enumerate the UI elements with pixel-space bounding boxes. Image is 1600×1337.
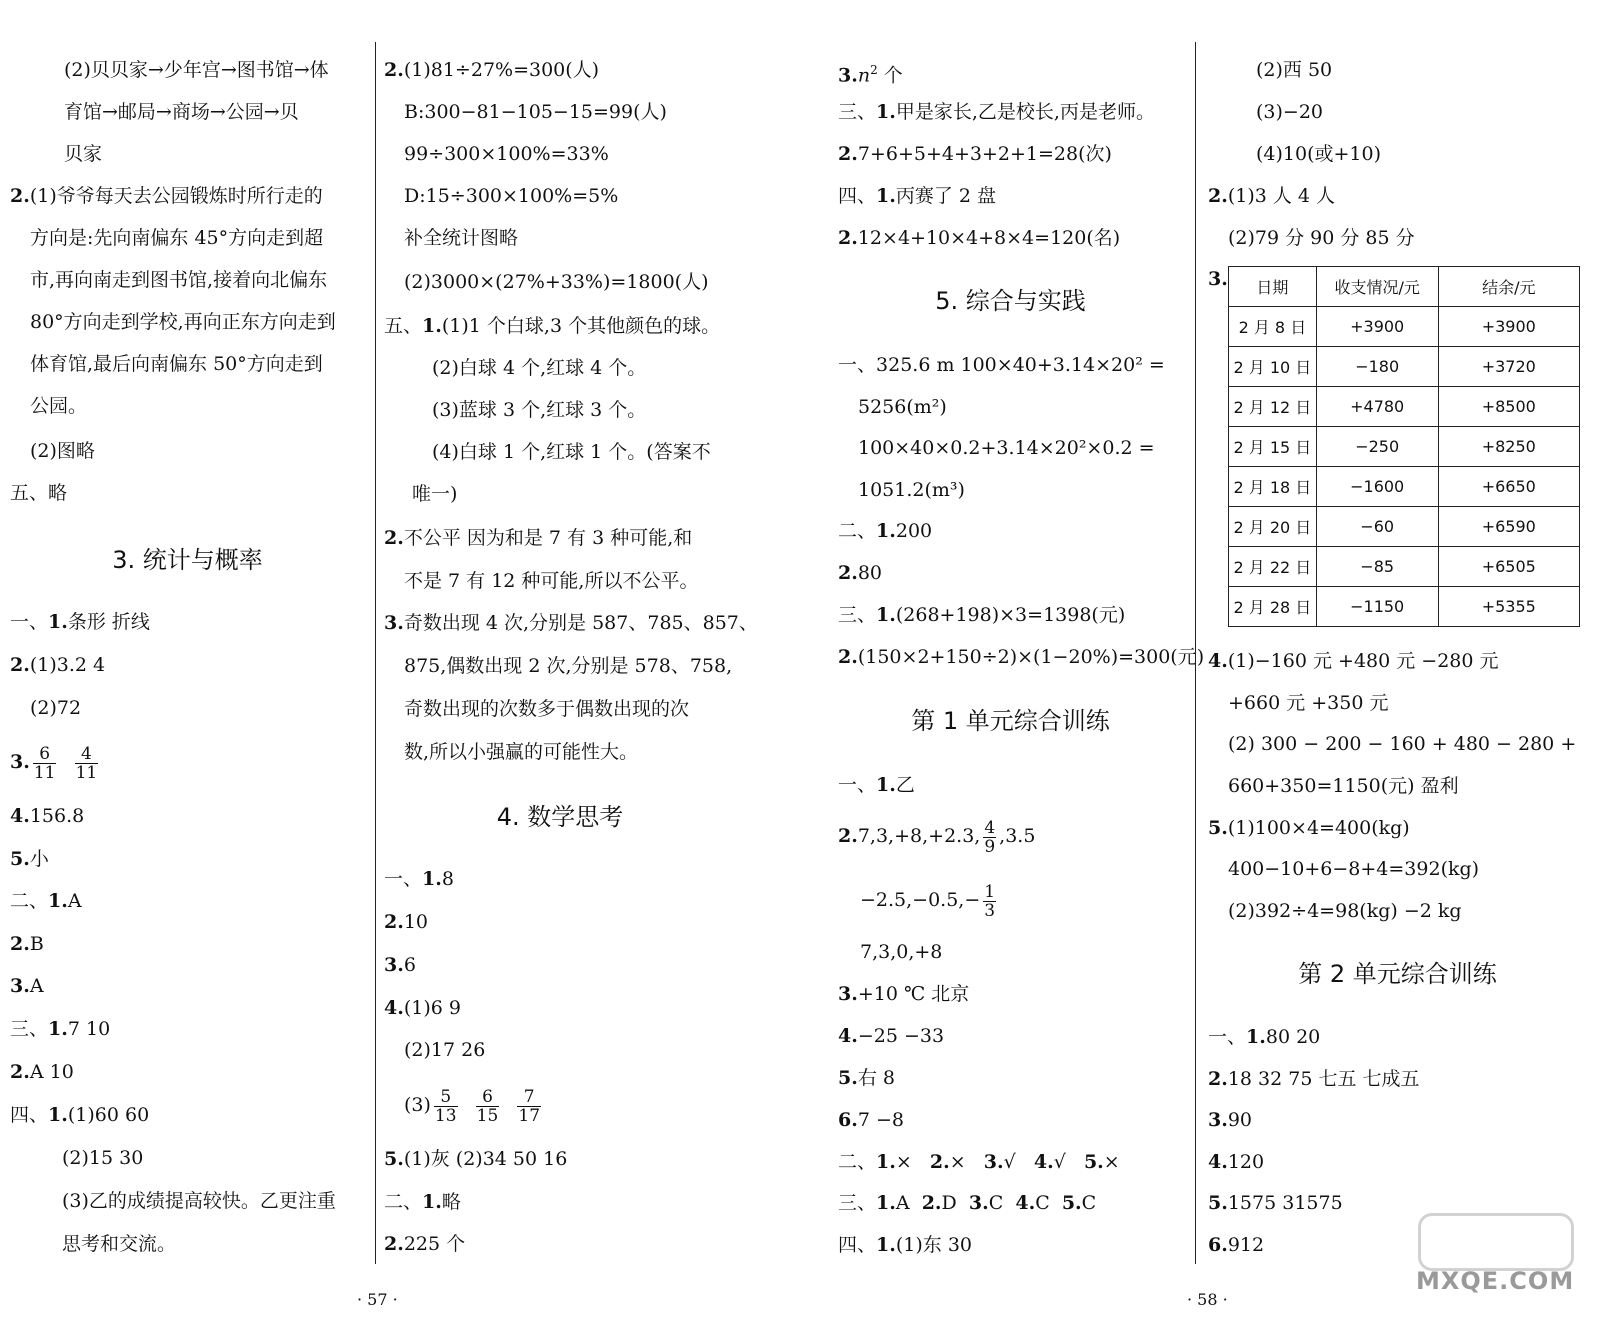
item-number: 1.: [48, 890, 68, 912]
section-heading: 第 2 单元综合训练: [1298, 960, 1497, 988]
item-number: 4.: [1033, 1151, 1054, 1173]
text-line: [838, 1141, 1120, 1183]
item-number: 1.: [876, 1234, 896, 1256]
text-line: [1208, 1224, 1264, 1266]
answer-text: 12×4+10×4+8×4=120(名): [857, 227, 1121, 249]
text-line: 补全统计图略: [404, 227, 519, 249]
table-cell: 2 月 18 日: [1229, 467, 1317, 507]
item-number: 3.: [384, 612, 404, 634]
answer-text: 奇数出现 4 次,分别是 587、785、857、: [403, 612, 758, 634]
text-line: [10, 175, 323, 217]
item-number: 3.: [1208, 268, 1228, 290]
answer-text: (1)灰 (2)34 50 16: [403, 1148, 568, 1170]
text-line: (3)蓝球 3 个,红球 3 个。: [432, 399, 647, 421]
item-number: 2.: [10, 1061, 30, 1083]
section-marker: 三、: [838, 604, 877, 626]
answer-text: C: [988, 1192, 1004, 1214]
item-number: 1.: [876, 604, 896, 626]
answer-text: +10 ℃ 北京: [857, 983, 970, 1005]
text-line: (2)17 26: [404, 1039, 486, 1061]
fraction: $\frac{7}{17}$: [518, 1086, 541, 1126]
answer-text: −25 −33: [857, 1025, 945, 1047]
text-line: (4)白球 1 个,红球 1 个。(答案不: [432, 441, 711, 463]
section-marker: 四、: [838, 185, 877, 207]
answer-text: (1)3 人 4 人: [1227, 185, 1336, 207]
text-line: +660 元 +350 元: [1228, 692, 1389, 714]
text-line: [10, 923, 44, 965]
text-line: [838, 217, 1120, 259]
table-row: [1229, 547, 1580, 587]
table-cell: +6590: [1438, 507, 1579, 547]
text-line: 五、略: [10, 482, 68, 504]
text-line: [384, 1223, 465, 1265]
text-line: 100×40×0.2+3.14×20²×0.2 =: [858, 437, 1155, 459]
text-line: [838, 552, 882, 594]
text-line: [838, 1182, 1096, 1224]
answer-text: A: [67, 890, 82, 912]
answer-text: 条形 折线: [67, 611, 150, 633]
item-number: 5.: [1208, 1192, 1228, 1214]
answer-text: D: [941, 1192, 957, 1214]
text-line: [860, 879, 999, 921]
item-number: 2.: [10, 933, 30, 955]
table-cell: −1150: [1316, 587, 1438, 627]
item-number: 2.: [384, 527, 404, 549]
item-number: 3.: [10, 975, 30, 997]
item-number: 1.: [876, 1151, 896, 1173]
table-row: [1229, 347, 1580, 387]
answer-text: 120: [1227, 1151, 1265, 1173]
item-number: 1.: [422, 1191, 442, 1213]
item-number: 2.: [838, 143, 858, 165]
text-line: [384, 602, 758, 644]
table-cell: +6650: [1438, 467, 1579, 507]
section-marker: 二、: [838, 520, 877, 542]
item-number: 1.: [48, 1104, 68, 1126]
watermark-logo-icon: [1418, 1213, 1574, 1271]
text-line: [10, 838, 49, 880]
text-line: B:300−81−105−15=99(人): [404, 101, 667, 123]
item-number: 2.: [384, 911, 404, 933]
item-number: 4.: [1015, 1192, 1036, 1214]
text-line: (3)乙的成绩提高较快。乙更注重: [62, 1190, 336, 1212]
balance-table: [1228, 266, 1580, 627]
section-marker: 四、: [10, 1104, 49, 1126]
answer-text: 200: [895, 520, 933, 542]
text-line: (4)10(或+10): [1256, 143, 1382, 165]
text-line: 1051.2(m³): [858, 479, 965, 501]
answer-text: (1)1 个白球,3 个其他颜色的球。: [441, 315, 721, 337]
text-line: [384, 305, 720, 347]
text-line: [10, 1094, 149, 1136]
text-line: 唯一): [412, 483, 458, 505]
table-cell: +3900: [1316, 307, 1438, 347]
text-line: [1208, 258, 1228, 300]
text-line: [838, 91, 1155, 133]
text-line: [384, 517, 692, 559]
item-number: 3.: [983, 1151, 1004, 1173]
item-number: 5.: [838, 1067, 858, 1089]
answer-text: (1)6 9: [403, 997, 461, 1019]
text-line: [838, 344, 1165, 386]
text-line: [838, 815, 1035, 857]
fraction: $\frac{6}{15}$: [476, 1086, 499, 1126]
answer-text: (1)东 30: [895, 1234, 972, 1256]
answer-text: A: [29, 975, 44, 997]
text-line: [838, 1057, 895, 1099]
item-number: 2.: [384, 1233, 404, 1255]
table-cell: 2 月 12 日: [1229, 387, 1317, 427]
text-line: [1208, 640, 1499, 682]
answer-text: 丙赛了 2 盘: [895, 185, 997, 207]
column-4: [1200, 0, 1595, 1300]
item-number: 2.: [10, 185, 30, 207]
text-line: 思考和交流。: [62, 1233, 177, 1255]
section-marker: 二、: [838, 1151, 877, 1173]
table-cell: −180: [1316, 347, 1438, 387]
text-line: [384, 1138, 567, 1180]
table-cell: +5355: [1438, 587, 1579, 627]
text-line: [838, 49, 903, 91]
text-line: [10, 880, 82, 922]
text-line: [838, 1224, 972, 1266]
item-number: 2.: [10, 654, 30, 676]
text-line: [838, 175, 996, 217]
text-line: (2)图略: [30, 440, 95, 462]
text-line: [1208, 175, 1335, 217]
table-cell: 2 月 15 日: [1229, 427, 1317, 467]
item-number: 2.: [838, 825, 858, 847]
page-number: · 57 ·: [357, 1290, 398, 1309]
answer-text: −2.5,−0.5,−: [860, 889, 981, 911]
text-line: [384, 858, 454, 900]
text-line: (3)−20: [1256, 101, 1324, 123]
item-number: 5.: [1083, 1151, 1104, 1173]
site-watermark: [1410, 1205, 1590, 1305]
text-line: 99÷300×100%=33%: [404, 143, 609, 165]
column-3: [828, 0, 1203, 1300]
table-cell: +8250: [1438, 427, 1579, 467]
item-number: 3.: [10, 751, 30, 773]
text-line: [384, 987, 461, 1029]
section-marker: 二、: [10, 890, 49, 912]
section-marker: 一、: [1208, 1026, 1247, 1048]
column-divider: [375, 42, 376, 1264]
page-number: · 58 ·: [1187, 1290, 1228, 1309]
answer-text: ×: [949, 1151, 966, 1173]
answer-text: 7+6+5+4+3+2+1=28(次): [857, 143, 1112, 165]
section-marker: 四、: [838, 1234, 877, 1256]
text-line: [384, 1181, 461, 1223]
answer-text: 不公平 因为和是 7 有 3 种可能,和: [403, 527, 693, 549]
table-cell: −85: [1316, 547, 1438, 587]
fraction: $\frac{4}{9}$: [984, 817, 996, 857]
item-number: 1.: [422, 315, 442, 337]
text-line: (2)72: [30, 697, 82, 719]
text-line: [838, 1099, 904, 1141]
item-number: 1.: [876, 1192, 896, 1214]
answer-text: ,3.5: [999, 825, 1036, 847]
answer-text: (1)81÷27%=300(人): [403, 59, 600, 81]
table-cell: +8500: [1438, 387, 1579, 427]
section-marker: 二、: [384, 1191, 423, 1213]
text-line: (2)贝贝家→少年宫→图书馆→体: [64, 59, 329, 81]
text-line: [838, 636, 1204, 678]
fraction: $\frac{1}{3}$: [984, 881, 996, 921]
text-line: [838, 764, 915, 806]
item-number: 2.: [929, 1151, 950, 1173]
table-cell: −60: [1316, 507, 1438, 547]
item-number: 2.: [384, 59, 404, 81]
answer-text: 7 −8: [857, 1109, 904, 1131]
text-line: [384, 49, 599, 91]
answer-text: A: [895, 1192, 910, 1214]
answer-text: 7 10: [67, 1018, 111, 1040]
text-line: (2)3000×(27%+33%)=1800(人): [404, 271, 709, 293]
text-line: [10, 644, 105, 686]
table-row: [1229, 507, 1580, 547]
text-line: [10, 601, 150, 643]
item-number: 1.: [876, 774, 896, 796]
table-cell: 2 月 22 日: [1229, 547, 1317, 587]
answer-text: ×: [1103, 1151, 1120, 1173]
text-line: [10, 965, 44, 1007]
answer-text: C: [1035, 1192, 1050, 1214]
column-1: [0, 0, 375, 1300]
text-line: (2) 300 − 200 − 160 + 480 − 280 +: [1228, 733, 1577, 755]
section-marker: 一、: [384, 868, 423, 890]
item-number: 1.: [876, 185, 896, 207]
column-divider: [1195, 42, 1196, 1264]
item-number: 6.: [838, 1109, 858, 1131]
item-number: 1.: [876, 101, 896, 123]
answer-text: 10: [403, 911, 429, 933]
answer-text: √: [1053, 1151, 1066, 1173]
text-line: 400−10+6−8+4=392(kg): [1228, 858, 1480, 880]
text-line: [384, 944, 416, 986]
answer-text: 912: [1227, 1234, 1265, 1256]
table-row: [1229, 307, 1580, 347]
item-number: 4.: [10, 805, 30, 827]
item-number: 1.: [48, 611, 68, 633]
text-line: [384, 901, 428, 943]
answer-text: C: [1081, 1192, 1097, 1214]
fraction: $\frac{6}{11}$: [33, 743, 56, 783]
section-marker: 三、: [838, 101, 877, 123]
table-row: [1229, 587, 1580, 627]
item-number: 1.: [876, 520, 896, 542]
text-line: [10, 795, 84, 837]
item-number: 3.: [838, 64, 858, 87]
text-line: [404, 1084, 544, 1126]
text-line: [10, 741, 101, 783]
text-line: [10, 1051, 74, 1093]
item-number: 6.: [1208, 1234, 1228, 1256]
item-number: 5.: [1208, 817, 1228, 839]
text-line: [10, 1008, 110, 1050]
answer-text: (1)−160 元 +480 元 −280 元: [1227, 650, 1499, 672]
answer-text: 甲是家长,乙是校长,丙是老师。: [895, 101, 1155, 123]
watermark-text: MXQE.COM: [1416, 1267, 1575, 1295]
item-number: 5.: [10, 848, 30, 870]
text-line: [838, 133, 1112, 175]
answer-text: 8: [441, 868, 454, 890]
item-number: 1.: [422, 868, 442, 890]
answer-text: (150×2+150÷2)×(1−20%)=300(元): [857, 646, 1205, 668]
table-cell: +4780: [1316, 387, 1438, 427]
answer-text: 小: [29, 848, 49, 870]
answer-text: 156.8: [29, 805, 85, 827]
text-line: [838, 510, 932, 552]
text-line: [1208, 1182, 1343, 1224]
text-line: 5256(m²): [858, 396, 947, 418]
right-page: [800, 0, 1600, 1337]
table-cell: +3720: [1438, 347, 1579, 387]
item-number: 2.: [921, 1192, 942, 1214]
column-2: [380, 0, 780, 1300]
section-marker: 一、: [838, 354, 877, 376]
answer-text: 80: [857, 562, 883, 584]
answer-text: 6: [403, 954, 416, 976]
section-marker: 三、: [10, 1018, 49, 1040]
item-number: 1.: [1246, 1026, 1266, 1048]
answer-text: B: [29, 933, 44, 955]
item-number: 3.: [384, 954, 404, 976]
text-line: [1208, 1099, 1252, 1141]
math-exponent: 2: [870, 63, 878, 77]
section-heading: 4. 数学思考: [496, 803, 624, 831]
answer-text: (268+198)×3=1398(元): [895, 604, 1126, 626]
table-row: [1229, 387, 1580, 427]
answer-text: (1)60 60: [67, 1104, 150, 1126]
text-line: [1208, 1141, 1264, 1183]
answer-text: 225 个: [403, 1233, 466, 1255]
answer-text: (1)3.2 4: [29, 654, 106, 676]
table-cell: +3900: [1438, 307, 1579, 347]
answer-text: 1575 31575: [1227, 1192, 1343, 1214]
table-cell: −1600: [1316, 467, 1438, 507]
item-number: 5.: [384, 1148, 404, 1170]
item-number: 5.: [1061, 1192, 1082, 1214]
text-line: (2)79 分 90 分 85 分: [1228, 227, 1415, 249]
text-line: (2)15 30: [62, 1147, 144, 1169]
answer-text: (3): [404, 1094, 431, 1116]
text-line: 方向是:先向南偏东 45°方向走到超: [30, 227, 324, 249]
table-cell: +6505: [1438, 547, 1579, 587]
text-line: [1208, 807, 1410, 849]
fraction: $\frac{4}{11}$: [75, 743, 98, 783]
section-marker: 三、: [838, 1192, 877, 1214]
text-line: D:15÷300×100%=5%: [404, 185, 619, 207]
text-line: 公园。: [30, 395, 88, 417]
section-heading: 3. 统计与概率: [112, 546, 263, 574]
item-number: 2.: [838, 646, 858, 668]
item-number: 2.: [838, 562, 858, 584]
text-line: 7,3,0,+8: [860, 941, 943, 963]
item-number: 3.: [968, 1192, 989, 1214]
answer-text: 右 8: [857, 1067, 895, 1089]
text-line: 体育馆,最后向南偏东 50°方向走到: [30, 353, 323, 375]
text-line: [838, 1015, 944, 1057]
section-marker: 一、: [838, 774, 877, 796]
column-header: 结余/元: [1438, 267, 1579, 307]
answer-text: 7,3,+8,+2.3,: [857, 825, 981, 847]
text-line: [1208, 1058, 1420, 1100]
answer-text: 325.6 m 100×40+3.14×20² =: [876, 354, 1165, 376]
section-heading: 5. 综合与实践: [935, 287, 1086, 315]
table-cell: 2 月 28 日: [1229, 587, 1317, 627]
item-number: 2.: [1208, 1068, 1228, 1090]
answer-text: √: [1003, 1151, 1016, 1173]
answer-text: 18 32 75 七五 七成五: [1227, 1068, 1420, 1090]
answer-text: (1)爷爷每天去公园锻炼时所行走的: [29, 185, 323, 207]
item-number: 3.: [838, 983, 858, 1005]
fraction: $\frac{5}{13}$: [434, 1086, 457, 1126]
text-line: 不是 7 有 12 种可能,所以不公平。: [404, 570, 699, 592]
math-variable: n: [857, 64, 871, 87]
item-number: 3.: [1208, 1109, 1228, 1131]
answer-text: 90: [1227, 1109, 1253, 1131]
text-line: (2)白球 4 个,红球 4 个。: [432, 357, 647, 379]
text-line: [1208, 1016, 1320, 1058]
answer-text: 80 20: [1265, 1026, 1321, 1048]
item-number: 4.: [1208, 1151, 1228, 1173]
item-number: 1.: [48, 1018, 68, 1040]
item-number: 4.: [1208, 650, 1228, 672]
column-header: 收支情况/元: [1316, 267, 1438, 307]
answer-text: ×: [895, 1151, 912, 1173]
table-cell: 2 月 10 日: [1229, 347, 1317, 387]
text-line: [838, 973, 969, 1015]
answer-text: 略: [441, 1191, 461, 1213]
text-line: 660+350=1150(元) 盈利: [1228, 775, 1459, 797]
text-line: 市,再向南走到图书馆,接着向北偏东: [30, 269, 328, 291]
item-number: 2.: [1208, 185, 1228, 207]
table-cell: 2 月 20 日: [1229, 507, 1317, 547]
table-row: [1229, 427, 1580, 467]
answer-text: 个: [877, 64, 903, 87]
text-line: 育馆→邮局→商场→公园→贝: [64, 101, 299, 123]
answer-text: (1)100×4=400(kg): [1227, 817, 1410, 839]
section-marker: 五、: [384, 315, 423, 337]
text-line: 贝家: [64, 143, 103, 165]
section-marker: 一、: [10, 611, 49, 633]
text-line: (2)392÷4=98(kg) −2 kg: [1228, 900, 1462, 922]
text-line: (2)西 50: [1256, 59, 1333, 81]
table-cell: −250: [1316, 427, 1438, 467]
answer-text: 乙: [895, 774, 915, 796]
item-number: 4.: [838, 1025, 858, 1047]
text-line: 数,所以小强赢的可能性大。: [404, 741, 639, 763]
table-header-row: [1229, 267, 1580, 307]
item-number: 4.: [384, 997, 404, 1019]
item-number: 2.: [838, 227, 858, 249]
text-line: 奇数出现的次数多于偶数出现的次: [404, 698, 690, 720]
column-header: 日期: [1229, 267, 1317, 307]
text-line: 80°方向走到学校,再向正东方向走到: [30, 311, 336, 333]
answer-text: A 10: [29, 1061, 74, 1083]
table-cell: 2 月 8 日: [1229, 307, 1317, 347]
section-heading: 第 1 单元综合训练: [911, 707, 1110, 735]
text-line: 875,偶数出现 2 次,分别是 578、758,: [404, 655, 733, 677]
text-line: [838, 594, 1125, 636]
table-row: [1229, 467, 1580, 507]
